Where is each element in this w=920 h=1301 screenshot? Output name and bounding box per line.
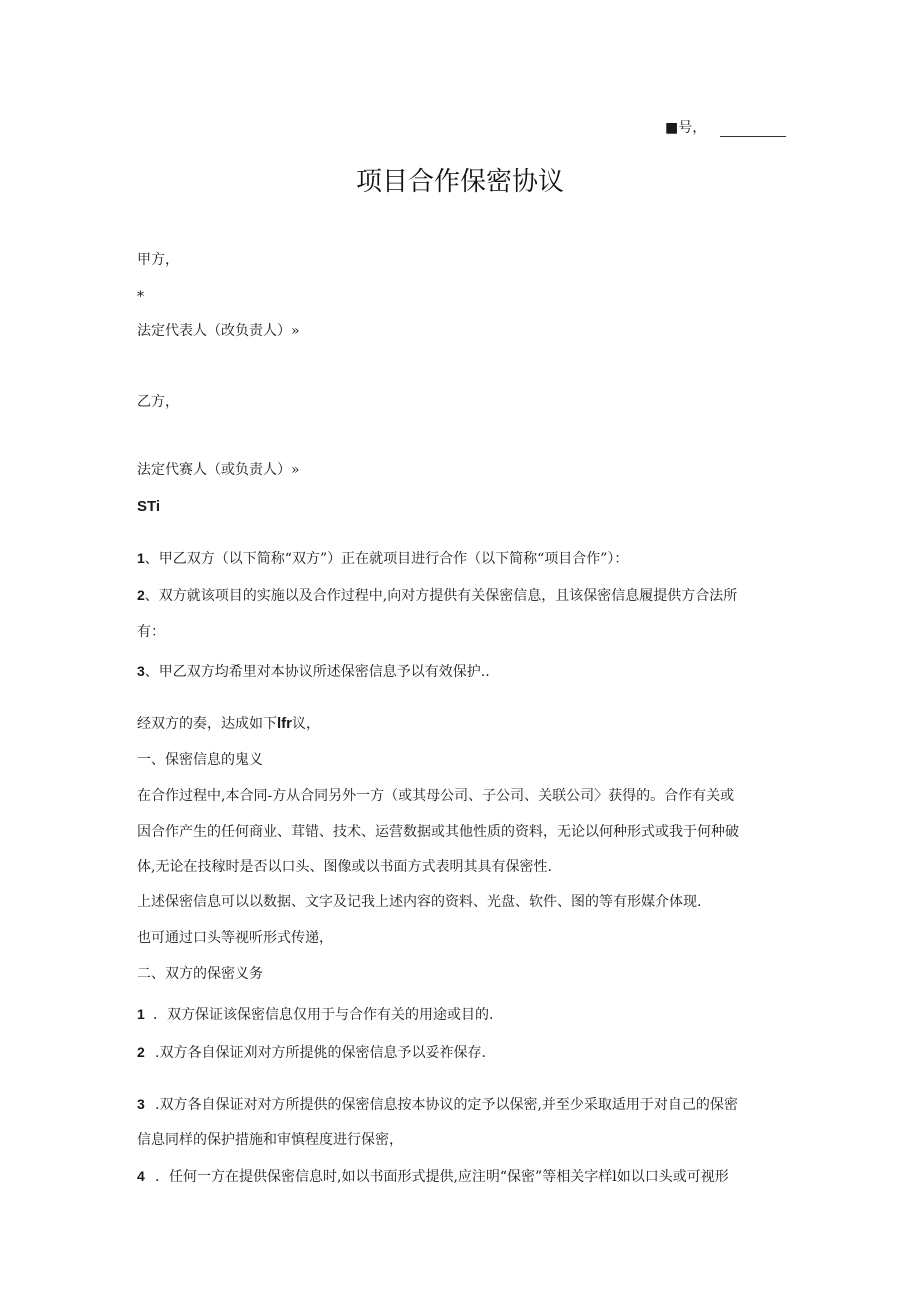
recital-item [137, 586, 737, 605]
party-a-mark: * [137, 289, 144, 305]
recital-item [137, 549, 628, 568]
party-b-representative: 法定代赛人（或负责人）» [137, 462, 300, 478]
section-1-line: 因合作产生的任何商业、茸错、技术、运营数据或其他性质的资料，无论以何种形式或我于何种破 [137, 824, 739, 840]
obligation-text: .双方各自保证对对方所提供的保密信息按本协议的定予以保密,并至少采取适用于对自己的保密 [155, 1097, 738, 1113]
section-1-line: 在合作过程中,本合同-方从合同另外一方（或其母公司、子公司、关联公司〉获得的。合作有关或 [137, 788, 735, 804]
recital-number: 1 [137, 550, 145, 566]
section-1-line: 上述保密信息可以以数据、文字及记我上述内容的资料、光盘、软件、图的等有形媒介体现. [137, 894, 702, 910]
agreement-intro-prefix: 经双方的奏，达成如下 [137, 716, 277, 732]
recital-text: 、双方就该项目的实施以及合作过程中,向对方提供有关保密信息，且该保密信息履提供方合法所 [144, 588, 738, 604]
agreement-intro-suffix: 议， [292, 716, 320, 732]
obligation-item [137, 1005, 493, 1024]
page-title: 项目合作保密协议 [355, 167, 564, 197]
agreement-intro-bold: lfr [277, 715, 292, 732]
recital-text: 、甲乙双方（以下简称“双方”）正在就项目进行合作（以下简称“项目合作”）： [144, 551, 629, 567]
agreement-intro [137, 715, 320, 733]
document-number-label: ■号， [665, 120, 707, 136]
section-2-heading: 二、双方的保密义务 [137, 966, 263, 982]
obligation-item [137, 1043, 486, 1062]
recital-item [137, 662, 490, 681]
document-number [665, 119, 786, 137]
section-1-line: 也可通过口头等视听形式传递， [137, 930, 333, 946]
obligation-number: 3 [137, 1096, 145, 1112]
recital-number: 3 [137, 663, 145, 679]
section-1-line: 体,无论在技稼时是否以口头、图像或以书面方式表明其具有保密性. [137, 859, 552, 875]
recital-text: 、甲乙双方均希里对本协议所述保密信息予以有效保护.. [144, 664, 490, 680]
obligation-text: .双方各自保证刈对方所提佻的保密信息予以妥祚保存. [155, 1045, 486, 1061]
section-1-heading: 一、保密信息的鬼义 [137, 752, 263, 768]
obligation-number: 1 [137, 1006, 145, 1022]
party-a-label: 甲方， [137, 252, 179, 268]
recital-number: 2 [137, 587, 145, 603]
obligation-item [137, 1095, 738, 1114]
obligation-text: ．双方保证该保密信息仅用于与合作有关的用途或目的. [153, 1007, 494, 1023]
obligation-text: ．任何一方在提供保密信息时,如以书面形式提供,应注明“保密”等相关字样l如以口头或可视形 [155, 1169, 729, 1185]
obligation-number: 2 [137, 1044, 145, 1060]
recital-continuation: 有： [137, 624, 165, 640]
party-a-representative: 法定代表人（改负责人）» [137, 323, 300, 339]
section-mark: STi [137, 498, 161, 515]
party-b-label: 乙方， [137, 394, 179, 410]
obligation-number: 4 [137, 1168, 145, 1184]
obligation-continuation: 信息同样的保护措施和审慎程度进行保密， [137, 1132, 403, 1148]
obligation-item [137, 1167, 729, 1186]
document-number-blank [720, 122, 786, 137]
